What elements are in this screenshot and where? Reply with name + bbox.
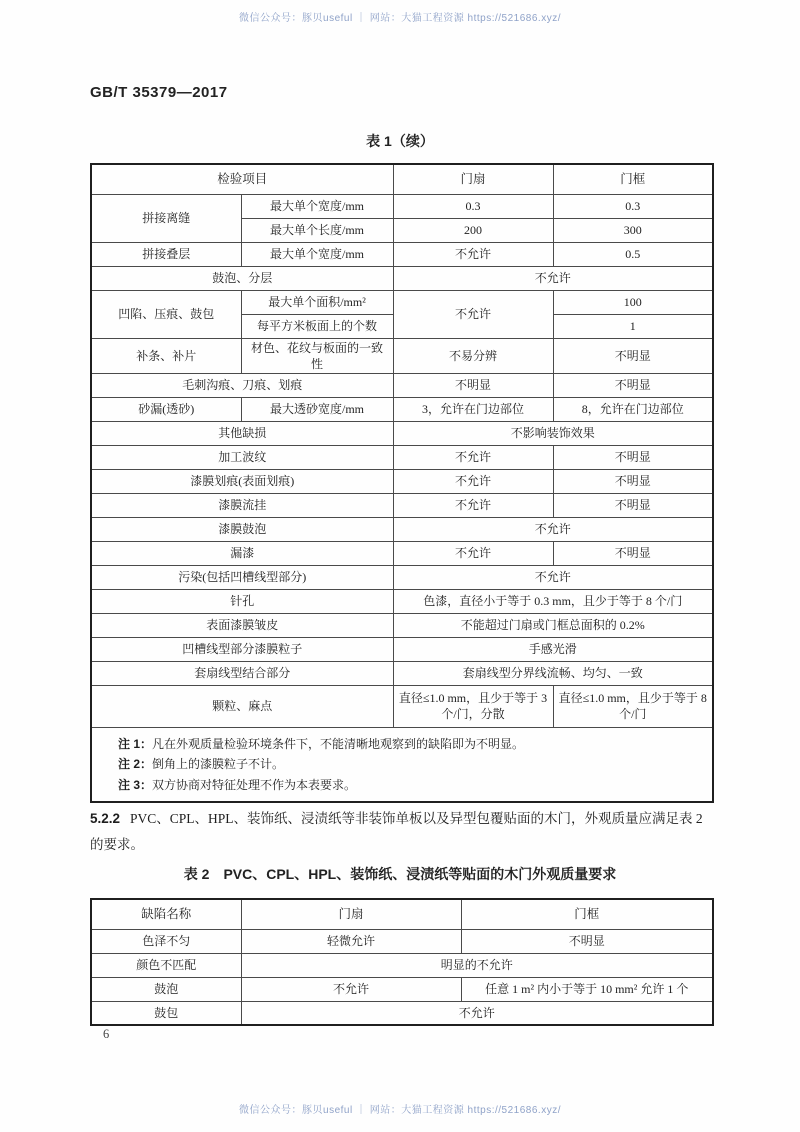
page-number: 6 <box>103 1027 110 1041</box>
table-row <box>91 541 713 565</box>
note-label: 注 1： <box>118 736 153 751</box>
note-1 <box>118 734 702 754</box>
cell: 补条、补片 <box>91 338 241 373</box>
table2-veneer-requirements <box>90 898 714 1026</box>
table1-title: 表 1（续） <box>366 133 434 149</box>
cell: 轻微允许 <box>241 929 461 953</box>
table-header-row <box>91 164 713 194</box>
cell: 不明显 <box>393 373 553 397</box>
cell: 手感光滑 <box>393 637 713 661</box>
table-row <box>91 929 713 953</box>
table-row <box>91 290 713 314</box>
clause-line-1 <box>90 806 730 832</box>
table-row <box>91 637 713 661</box>
table-row <box>91 421 713 445</box>
table2-title-label: 表 2 <box>183 866 210 882</box>
cell: 任意 1 m² 内小于等于 10 mm² 允许 1 个 <box>461 977 713 1001</box>
table-row <box>91 589 713 613</box>
cell: 污染(包括凹槽线型部分) <box>91 565 393 589</box>
cell: 不影响装饰效果 <box>393 421 713 445</box>
table-row <box>91 661 713 685</box>
cell: 最大单个长度/mm <box>241 218 393 242</box>
cell: 每平方米板面上的个数 <box>241 314 393 338</box>
table1-appearance-requirements <box>90 163 714 803</box>
table-row <box>91 977 713 1001</box>
cell: 不允许 <box>393 493 553 517</box>
cell: 不明显 <box>553 338 713 373</box>
cell: 不允许 <box>393 541 553 565</box>
cell: 鼓包 <box>91 1001 241 1025</box>
cell: 不允许 <box>241 1001 713 1025</box>
note-text: 倒角上的漆膜粒子不计。 <box>152 757 285 772</box>
cell: 不允许 <box>393 517 713 541</box>
watermark-top: 微信公众号：豚贝useful ｜ 网站：大猫工程资源 https://521686.xyz/ <box>239 13 561 24</box>
cell: 不允许 <box>393 445 553 469</box>
table2-title-text: PVC、CPL、HPL、装饰纸、浸渍纸等贴面的木门外观质量要求 <box>223 866 617 882</box>
notes-cell <box>91 727 713 802</box>
cell: 不允许 <box>241 977 461 1001</box>
cell: 色泽不匀 <box>91 929 241 953</box>
cell: 明显的不允许 <box>241 953 713 977</box>
cell: 0.5 <box>553 242 713 266</box>
cell: 材色、花纹与板面的一致性 <box>241 338 393 373</box>
table-row <box>91 613 713 637</box>
cell: 漆膜流挂 <box>91 493 393 517</box>
table-row <box>91 373 713 397</box>
note-2 <box>118 754 702 774</box>
cell: 不允许 <box>393 242 553 266</box>
cell: 300 <box>553 218 713 242</box>
cell: 最大单个宽度/mm <box>241 194 393 218</box>
cell: 不明显 <box>553 469 713 493</box>
cell: 不明显 <box>553 493 713 517</box>
cell: 最大单个宽度/mm <box>241 242 393 266</box>
note-text: 凡在外观质量检验环境条件下，不能清晰地观察到的缺陷即为不明显。 <box>152 736 525 751</box>
cell: 色漆，直径小于等于 0.3 mm，且少于等于 8 个/门 <box>393 589 713 613</box>
table2-title <box>0 864 800 884</box>
cell: 1 <box>553 314 713 338</box>
cell: 毛刺沟痕、刀痕、划痕 <box>91 373 393 397</box>
cell: 0.3 <box>393 194 553 218</box>
table-row <box>91 194 713 218</box>
cell: 最大透砂宽度/mm <box>241 397 393 421</box>
cell: 不允许 <box>393 290 553 338</box>
clause-number: 5.2.2 <box>90 811 121 826</box>
cell: 套扇线型分界线流畅、均匀、一致 <box>393 661 713 685</box>
cell: 直径≤1.0 mm，且少于等于 3 个/门，分散 <box>393 685 553 727</box>
cell: 不允许 <box>393 469 553 493</box>
table-row <box>91 565 713 589</box>
watermark-bottom: 微信公众号：豚贝useful ｜ 网站：大猫工程资源 https://521686.xyz/ <box>239 1105 561 1116</box>
cell: 针孔 <box>91 589 393 613</box>
note-label: 注 3： <box>118 777 153 792</box>
header-cell: 门框 <box>553 164 713 194</box>
header-cell: 检验项目 <box>91 164 393 194</box>
cell: 颜色不匹配 <box>91 953 241 977</box>
cell: 3，允许在门边部位 <box>393 397 553 421</box>
header-cell: 缺陷名称 <box>91 899 241 929</box>
note-label: 注 2： <box>118 757 153 772</box>
cell: 拼接叠层 <box>91 242 241 266</box>
cell: 不明显 <box>553 373 713 397</box>
table-row <box>91 445 713 469</box>
table-row <box>91 493 713 517</box>
cell: 凹槽线型部分漆膜粒子 <box>91 637 393 661</box>
table-row <box>91 266 713 290</box>
cell: 直径≤1.0 mm，且少于等于 8 个/门 <box>553 685 713 727</box>
cell: 不明显 <box>553 445 713 469</box>
table-header-row <box>91 899 713 929</box>
cell: 不明显 <box>553 541 713 565</box>
cell: 其他缺损 <box>91 421 393 445</box>
cell: 加工波纹 <box>91 445 393 469</box>
note-text: 双方协商对特征处理不作为本表要求。 <box>152 777 357 792</box>
clause-5-2-2 <box>90 806 730 858</box>
table-row <box>91 517 713 541</box>
cell: 颗粒、麻点 <box>91 685 393 727</box>
table-notes-row <box>91 727 713 802</box>
standard-number: GB/T 35379—2017 <box>90 84 228 101</box>
table-row <box>91 469 713 493</box>
cell: 200 <box>393 218 553 242</box>
cell: 砂漏(透砂) <box>91 397 241 421</box>
cell: 漆膜划痕(表面划痕) <box>91 469 393 493</box>
cell: 不允许 <box>393 266 713 290</box>
cell: 最大单个面积/mm² <box>241 290 393 314</box>
clause-text: PVC、CPL、HPL、装饰纸、浸渍纸等非装饰单板以及异型包覆贴面的木门，外观质量应满足表 2 <box>130 811 703 826</box>
table-row <box>91 953 713 977</box>
cell: 漆膜鼓泡 <box>91 517 393 541</box>
cell: 8，允许在门边部位 <box>553 397 713 421</box>
cell: 拼接离缝 <box>91 194 241 242</box>
table-row <box>91 338 713 373</box>
header-cell: 门扇 <box>241 899 461 929</box>
table-row <box>91 397 713 421</box>
cell: 不能超过门扇或门框总面积的 0.2% <box>393 613 713 637</box>
cell: 100 <box>553 290 713 314</box>
cell: 0.3 <box>553 194 713 218</box>
note-3 <box>118 775 702 795</box>
table-row <box>91 242 713 266</box>
cell: 套扇线型结合部分 <box>91 661 393 685</box>
cell: 不允许 <box>393 565 713 589</box>
header-cell: 门框 <box>461 899 713 929</box>
header-cell: 门扇 <box>393 164 553 194</box>
cell: 鼓泡 <box>91 977 241 1001</box>
cell: 表面漆膜皱皮 <box>91 613 393 637</box>
table-row <box>91 1001 713 1025</box>
cell: 鼓泡、分层 <box>91 266 393 290</box>
table-row <box>91 685 713 727</box>
cell: 凹陷、压痕、鼓包 <box>91 290 241 338</box>
clause-line-2: 的要求。 <box>90 837 144 852</box>
cell: 漏漆 <box>91 541 393 565</box>
cell: 不易分辨 <box>393 338 553 373</box>
cell: 不明显 <box>461 929 713 953</box>
